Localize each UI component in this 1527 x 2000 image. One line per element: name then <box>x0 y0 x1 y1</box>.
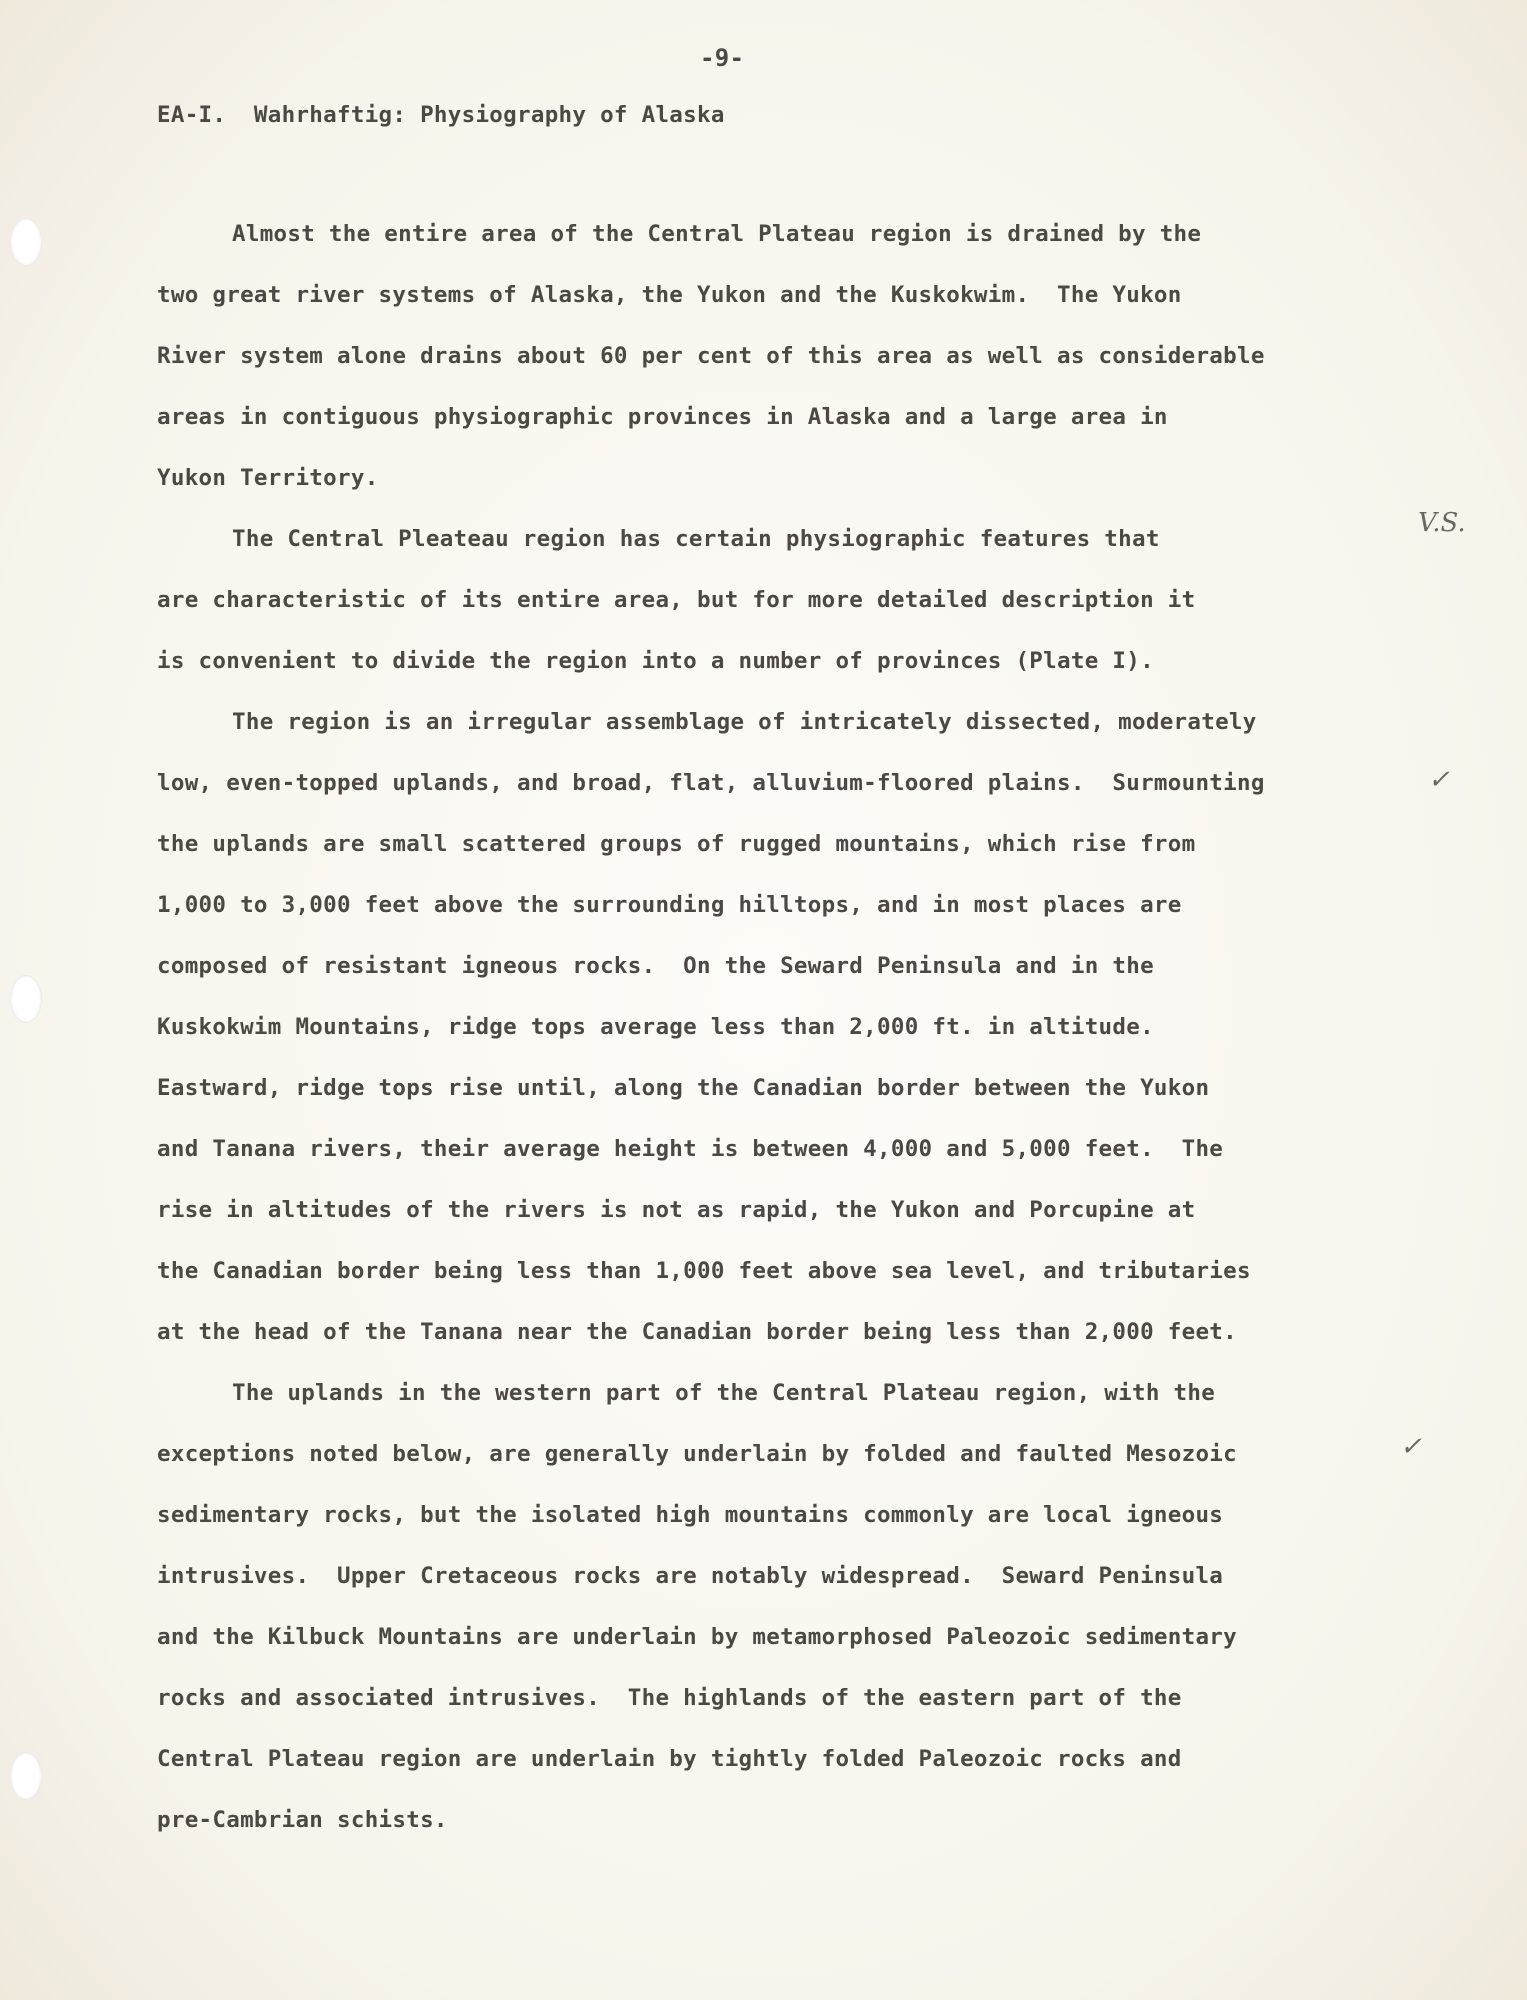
text-line: Central Plateau region are underlain by tightly folded Paleozoic rocks and <box>157 1746 1182 1772</box>
text-line: sedimentary rocks, but the isolated high mountains commonly are local igneous <box>157 1502 1224 1528</box>
text-line: intrusives. Upper Cretaceous rocks are notably widespread. Seward Peninsula <box>157 1563 1224 1589</box>
text-line: low, even-topped uplands, and broad, flat, alluvium-floored plains. Surmounting <box>157 770 1265 796</box>
text-line: two great river systems of Alaska, the Yukon and the Kuskokwim. The Yukon <box>157 282 1182 308</box>
text-line: composed of resistant igneous rocks. On the Seward Peninsula and in the <box>157 953 1154 979</box>
text-line: Kuskokwim Mountains, ridge tops average less than 2,000 ft. in altitude. <box>157 1014 1154 1040</box>
text-line: The uplands in the western part of the Central Plateau region, with the <box>232 1380 1216 1406</box>
text-line: rise in altitudes of the rivers is not as rapid, the Yukon and Porcupine at <box>157 1197 1196 1223</box>
text-line: areas in contiguous physiographic provinces in Alaska and a large area in <box>157 404 1168 430</box>
punch-hole-middle <box>10 975 42 1023</box>
text-line: The region is an irregular assemblage of intricately dissected, moderately <box>232 709 1257 735</box>
text-line: rocks and associated intrusives. The highlands of the eastern part of the <box>157 1685 1182 1711</box>
text-line: is convenient to divide the region into a number of provinces (Plate I). <box>157 648 1154 674</box>
margin-check-icon: ✓ <box>1400 1432 1422 1462</box>
punch-hole-bottom <box>10 1752 42 1800</box>
text-line: Yukon Territory. <box>157 465 379 491</box>
margin-check-icon: ✓ <box>1428 765 1450 795</box>
text-line: pre-Cambrian schists. <box>157 1807 448 1833</box>
margin-annotation: V.S. <box>1418 508 1466 538</box>
text-line: at the head of the Tanana near the Canadian border being less than 2,000 feet. <box>157 1319 1237 1345</box>
page-number: -9- <box>700 44 745 72</box>
text-line: Almost the entire area of the Central Plateau region is drained by the <box>232 221 1202 247</box>
text-line: the Canadian border being less than 1,000 feet above sea level, and tributaries <box>157 1258 1251 1284</box>
text-line: exceptions noted below, are generally underlain by folded and faulted Mesozoic <box>157 1441 1237 1467</box>
text-line: 1,000 to 3,000 feet above the surrounding hilltops, and in most places are <box>157 892 1182 918</box>
text-line: and Tanana rivers, their average height is between 4,000 and 5,000 feet. The <box>157 1136 1224 1162</box>
punch-hole-top <box>10 218 42 266</box>
text-line: The Central Pleateau region has certain physiographic features that <box>232 526 1160 552</box>
text-line: the uplands are small scattered groups of rugged mountains, which rise from <box>157 831 1196 857</box>
text-line: are characteristic of its entire area, but for more detailed description it <box>157 587 1196 613</box>
document-header: EA-I. Wahrhaftig: Physiography of Alaska <box>157 102 725 128</box>
text-line: Eastward, ridge tops rise until, along the Canadian border between the Yukon <box>157 1075 1210 1101</box>
text-line: and the Kilbuck Mountains are underlain by metamorphosed Paleozoic sedimentary <box>157 1624 1237 1650</box>
text-line: River system alone drains about 60 per cent of this area as well as considerable <box>157 343 1265 369</box>
